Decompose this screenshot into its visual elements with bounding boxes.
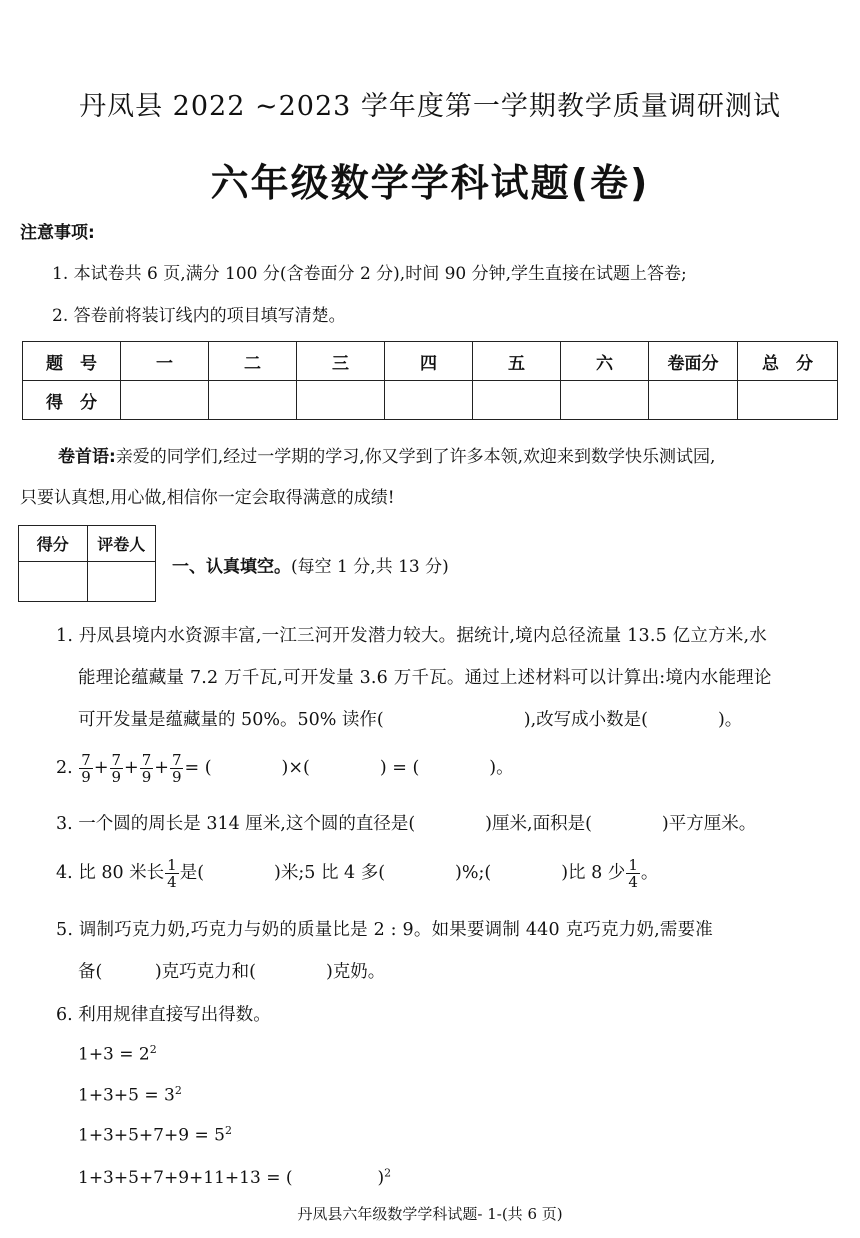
intro-line-1 — [20, 442, 840, 467]
score-header-cell: 六 — [561, 342, 649, 381]
grader-score-label: 得分 — [19, 526, 88, 562]
fraction — [79, 752, 93, 785]
exponent: 2 — [149, 1043, 157, 1056]
notice-heading: 注意事项: — [20, 223, 95, 243]
grader-box — [18, 525, 156, 602]
question-6-equation-2 — [78, 1084, 182, 1106]
fraction-numerator: 7 — [141, 751, 152, 769]
question-6-equation-4 — [78, 1163, 391, 1188]
intro-line-2: 只要认真想,用心做,相信你一定会取得满意的成绩! — [20, 488, 395, 508]
score-cell[interactable] — [649, 381, 738, 420]
score-header-cell: 题 号 — [23, 342, 121, 381]
score-header-cell: 总 分 — [738, 342, 838, 381]
question-4 — [56, 857, 658, 890]
score-header-cell: 卷面分 — [649, 342, 738, 381]
question-3: 3. 一个圆的周长是 314 厘米,这个圆的直径是( )厘米,面积是( )平方厘米。 — [56, 814, 757, 834]
question-4-part-1: 4. 比 80 米长 — [56, 863, 165, 883]
score-cell[interactable] — [121, 381, 209, 420]
question-2-tail: = ( )×( ) = ( )。 — [184, 758, 514, 778]
question-1-line-2: 能理论蕴藏量 7.2 万千瓦,可开发量 3.6 万千瓦。通过上述材料可以计算出:境内水能理论 — [78, 668, 772, 688]
plus-sign: + — [154, 758, 169, 778]
fraction — [110, 752, 124, 785]
question-4-part-2: 是( )米;5 比 4 多( )%;( )比 8 少 — [179, 863, 626, 883]
score-table-score-row — [23, 381, 838, 420]
section-1-note: (每空 1 分,共 13 分) — [291, 557, 449, 577]
score-header-cell: 五 — [473, 342, 561, 381]
fraction-denominator: 4 — [628, 873, 638, 891]
equation-text: 1+3 = 2 — [78, 1044, 150, 1065]
score-cell[interactable] — [738, 381, 838, 420]
section-1-title — [172, 552, 449, 577]
notice-item-2: 2. 答卷前将装订线内的项目填写清楚。 — [52, 306, 346, 326]
fraction — [170, 752, 184, 785]
grader-name-label: 评卷人 — [87, 526, 156, 562]
score-header-cell: 三 — [297, 342, 385, 381]
question-2 — [56, 752, 514, 785]
fraction — [626, 857, 640, 890]
fraction-denominator: 9 — [141, 768, 152, 786]
question-2-number: 2. — [56, 758, 73, 778]
question-5-line-2: 备( )克巧克力和( )克奶。 — [78, 962, 386, 982]
fraction-denominator: 9 — [81, 768, 91, 786]
plus-sign: + — [93, 758, 109, 778]
question-6-equation-3 — [78, 1124, 232, 1146]
exponent: 2 — [224, 1124, 232, 1137]
notice-item-1: 1. 本试卷共 6 页,满分 100 分(含卷面分 2 分),时间 90 分钟,学生直接在试题上答卷; — [52, 264, 687, 284]
score-cell[interactable] — [385, 381, 473, 420]
score-table-header-row — [23, 342, 838, 381]
fraction-numerator: 1 — [628, 856, 638, 874]
question-4-part-3: 。 — [640, 863, 659, 883]
question-6-equation-1 — [78, 1043, 157, 1065]
fraction-denominator: 4 — [167, 873, 177, 891]
equation-text: 1+3+5 = 3 — [78, 1085, 175, 1106]
fraction-numerator: 1 — [167, 856, 177, 874]
exponent: 2 — [174, 1084, 182, 1097]
score-table — [22, 341, 838, 420]
page-footer: 丹凤县六年级数学学科试题- 1-(共 6 页) — [297, 1205, 563, 1223]
score-cell[interactable] — [473, 381, 561, 420]
score-cell[interactable] — [561, 381, 649, 420]
grader-score-cell[interactable] — [19, 562, 88, 602]
score-cell[interactable] — [297, 381, 385, 420]
score-row-label: 得 分 — [23, 381, 121, 420]
exam-header-line: 丹凤县 2022 ~2023 学年度第一学期教学质量调研测试 — [79, 91, 781, 122]
exponent: 2 — [384, 1166, 392, 1180]
intro-text: 亲爱的同学们,经过一学期的学习,你又学到了许多本领,欢迎来到数学快乐测试园, — [115, 447, 716, 467]
score-cell[interactable] — [209, 381, 297, 420]
fraction-numerator: 7 — [111, 751, 122, 769]
fraction-numerator: 7 — [81, 751, 91, 769]
equation-text: 1+3+5+7+9 = 5 — [78, 1125, 225, 1146]
plus-sign: + — [124, 758, 139, 778]
score-header-cell: 二 — [209, 342, 297, 381]
question-5-line-1: 5. 调制巧克力奶,巧克力与奶的质量比是 2 : 9。如果要调制 440 克巧克力奶,需要准 — [56, 920, 713, 940]
score-header-cell: 四 — [385, 342, 473, 381]
question-1-line-1: 1. 丹凤县境内水资源丰富,一江三河开发潜力较大。据统计,境内总径流量 13.5 亿立方米,水 — [56, 626, 767, 646]
fraction — [165, 857, 179, 890]
equation-text: 1+3+5+7+9+11+13 = ( ) — [78, 1168, 385, 1188]
intro-label: 卷首语: — [58, 447, 116, 467]
section-1-heading: 一、认真填空。 — [172, 557, 291, 577]
score-header-cell: 一 — [121, 342, 209, 381]
fraction-denominator: 9 — [171, 768, 182, 786]
fraction-denominator: 9 — [111, 768, 122, 786]
exam-title: 六年级数学学科试题(卷) — [210, 161, 650, 205]
fraction — [140, 752, 154, 785]
question-1-line-3: 可开发量是蕴藏量的 50%。50% 读作( ),改写成小数是( )。 — [78, 710, 743, 730]
fraction-numerator: 7 — [171, 751, 182, 769]
question-6-title: 6. 利用规律直接写出得数。 — [56, 1005, 271, 1025]
grader-name-cell[interactable] — [87, 562, 156, 602]
